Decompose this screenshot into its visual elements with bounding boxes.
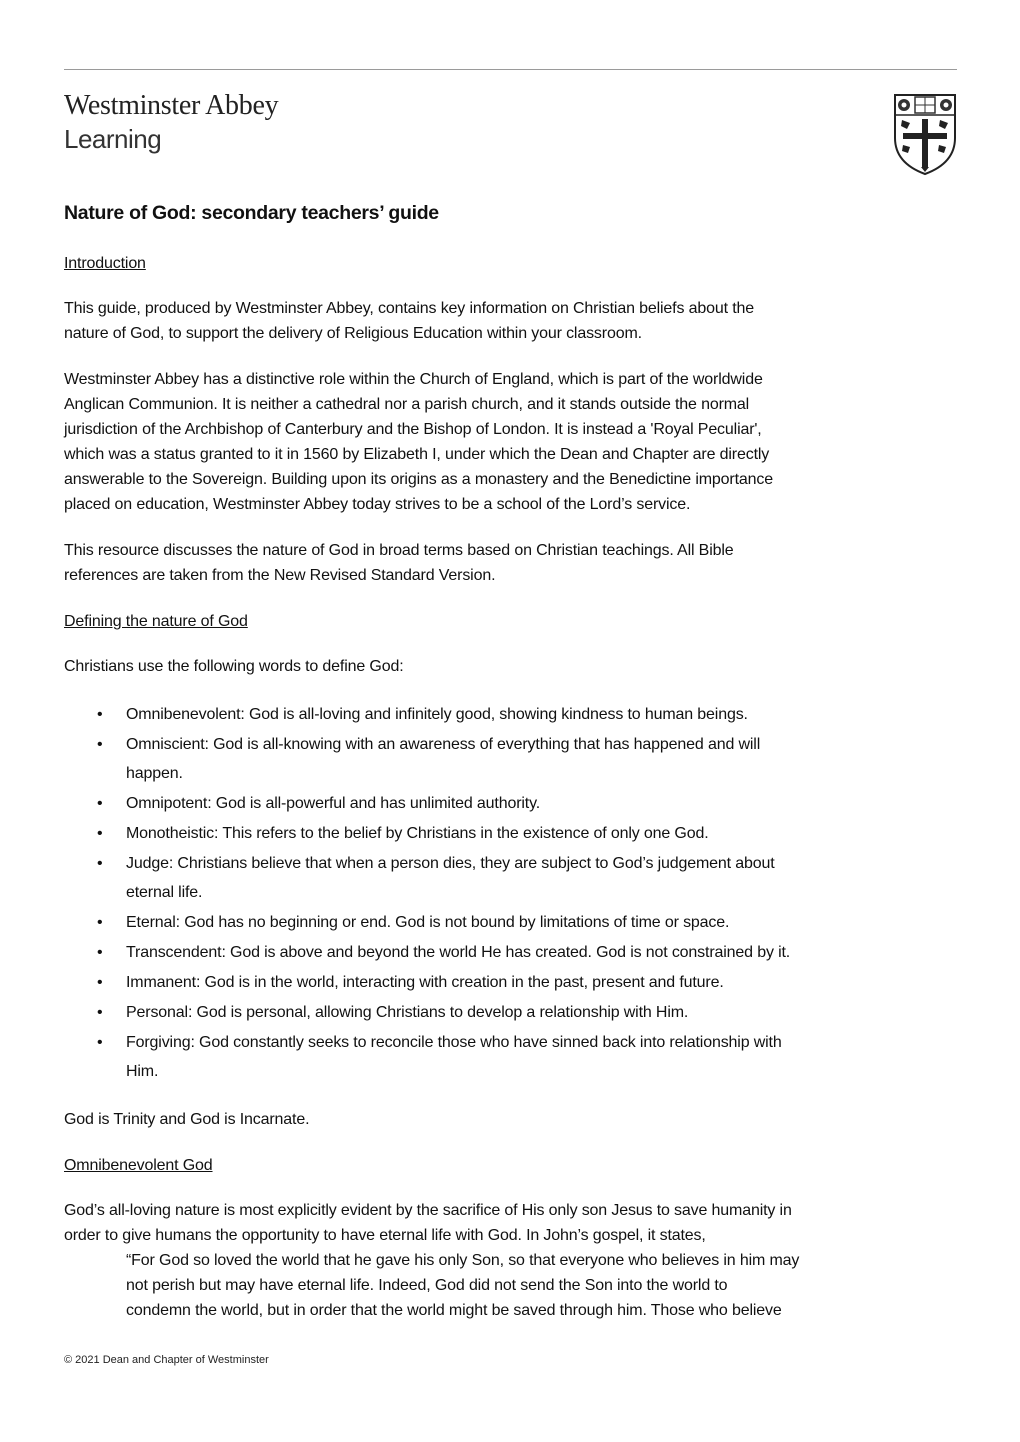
bullet-icon: • <box>97 1004 103 1021</box>
list-item <box>64 730 994 788</box>
page-title: Nature of God: secondary teachers’ guide <box>64 202 439 224</box>
bullet-text: happen. <box>126 765 183 782</box>
bullet-icon: • <box>97 706 103 723</box>
list-item <box>64 938 994 967</box>
quote <box>64 1248 799 1323</box>
outro-text: God is Trinity and God is Incarnate. <box>64 1111 310 1128</box>
bullet-icon: • <box>97 1034 103 1051</box>
bullet-text: Transcendent: God is above and beyond the world He has created. God is not constrained by it. <box>126 944 791 961</box>
paragraph <box>64 538 734 588</box>
bullet-text: Omnipotent: God is all-powerful and has unlimited authority. <box>126 795 541 812</box>
logo-westminster-abbey: Westminster Abbey <box>64 90 279 121</box>
bullet-text: Personal: God is personal, allowing Christians to develop a relationship with Him. <box>126 1004 689 1021</box>
paragraph <box>64 1107 309 1132</box>
text-line: This resource discusses the nature of God in broad terms based on Christian teachings. All Bible <box>64 542 734 559</box>
quote-line: not perish but may have eternal life. Indeed, God did not send the Son into the world to <box>126 1277 728 1294</box>
bullet-text: Him. <box>126 1063 159 1080</box>
list-item <box>64 908 994 937</box>
list-item <box>64 1028 994 1086</box>
heading-defining: Defining the nature of God <box>64 613 248 630</box>
text-line: Westminster Abbey has a distinctive role within the Church of England, which is part of the worldwide <box>64 371 763 388</box>
bullet-text: Judge: Christians believe that when a person dies, they are subject to God’s judgement about <box>126 855 775 872</box>
text-line: nature of God, to support the delivery of Religious Education within your classroom. <box>64 325 642 342</box>
bullet-text: Eternal: God has no beginning or end. God is not bound by limitations of time or space. <box>126 914 730 931</box>
text-line: answerable to the Sovereign. Building upon its origins as a monastery and the Benedictine importance <box>64 471 773 488</box>
bullet-text: Forgiving: God constantly seeks to reconcile those who have sinned back into relationship with <box>126 1034 782 1051</box>
header-rule <box>64 69 957 70</box>
text-line: Anglican Communion. It is neither a cathedral nor a parish church, and it stands outside the normal <box>64 396 750 413</box>
bullet-icon: • <box>97 825 103 842</box>
logo-learning: Learning <box>64 124 162 154</box>
quote-line: “For God so loved the world that he gave his only Son, so that everyone who believes in him may <box>126 1252 800 1269</box>
paragraph <box>64 654 404 679</box>
bullet-text: Monotheistic: This refers to the belief by Christians in the existence of only one God. <box>126 825 709 842</box>
text-line: jurisdiction of the Archbishop of Canterbury and the Bishop of London. It is instead a 'Royal Peculiar', <box>64 421 762 438</box>
footer-copyright: © 2021 Dean and Chapter of Westminster <box>64 1354 269 1366</box>
bullet-icon: • <box>97 944 103 961</box>
paragraph <box>64 1198 792 1248</box>
quote-line: condemn the world, but in order that the world might be saved through him. Those who believe <box>126 1302 782 1319</box>
section-heading <box>64 1153 213 1178</box>
text-line: order to give humans the opportunity to have eternal life with God. In John’s gospel, it states, <box>64 1227 706 1244</box>
heading-omnibenevolent: Omnibenevolent God <box>64 1157 213 1174</box>
paragraph <box>64 296 754 346</box>
bullet-icon: • <box>97 914 103 931</box>
intro-text: Christians use the following words to define God: <box>64 658 404 675</box>
list-item <box>64 819 994 848</box>
section-heading <box>64 251 146 276</box>
bullet-icon: • <box>97 736 103 753</box>
crest-icon <box>893 93 957 176</box>
bullet-text: Immanent: God is in the world, interacting with creation in the past, present and future. <box>126 974 724 991</box>
text-line: God’s all-loving nature is most explicitly evident by the sacrifice of His only son Jesus to save humanity in <box>64 1202 792 1219</box>
list-item <box>64 700 994 729</box>
text-line: placed on education, Westminster Abbey today strives to be a school of the Lord’s service. <box>64 496 691 513</box>
bullet-icon: • <box>97 795 103 812</box>
bullet-icon: • <box>97 974 103 991</box>
heading-introduction: Introduction <box>64 255 146 272</box>
text-line: references are taken from the New Revised Standard Version. <box>64 567 496 584</box>
text-line: which was a status granted to it in 1560 by Elizabeth I, under which the Dean and Chapter are directly <box>64 446 770 463</box>
list-item <box>64 849 994 907</box>
list-item <box>64 789 994 818</box>
bullet-icon: • <box>97 855 103 872</box>
list-item <box>64 968 994 997</box>
text-line: This guide, produced by Westminster Abbey, contains key information on Christian beliefs about the <box>64 300 754 317</box>
bullet-text: eternal life. <box>126 884 203 901</box>
list-item <box>64 998 994 1027</box>
section-heading <box>64 609 248 634</box>
bullet-text: Omniscient: God is all-knowing with an awareness of everything that has happened and will <box>126 736 761 753</box>
bullet-text: Omnibenevolent: God is all-loving and infinitely good, showing kindness to human beings. <box>126 706 748 723</box>
paragraph <box>64 367 773 517</box>
